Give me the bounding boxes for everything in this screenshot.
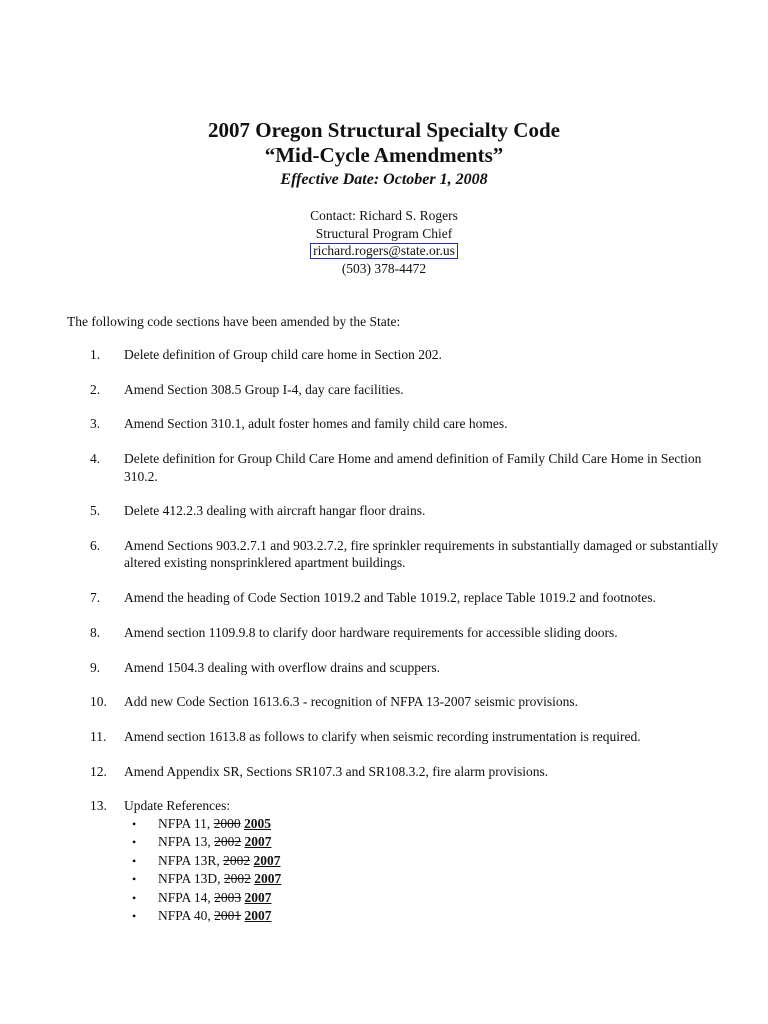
item-number: 10.	[90, 694, 107, 710]
reference-label: NFPA 11,	[158, 815, 211, 831]
list-item	[0, 346, 768, 364]
contact-position: Structural Program Chief	[315, 225, 453, 241]
reference-new-year: 2005	[244, 815, 272, 831]
reference-old-year: 2002	[223, 852, 251, 868]
reference-item	[132, 833, 768, 852]
bullet-icon: •	[132, 872, 137, 887]
list-item	[0, 693, 768, 711]
item-number: 9.	[90, 659, 101, 675]
item-number: 13.	[90, 798, 107, 814]
item-text: Amend 1504.3 dealing with overflow drains and scuppers.	[124, 659, 441, 675]
title-line-1: 2007 Oregon Structural Specialty Code	[208, 118, 560, 142]
bullet-icon: •	[132, 909, 137, 924]
reference-old-year: 2003	[214, 889, 242, 905]
contact-block	[0, 207, 768, 277]
intro-text: The following code sections have been amended by the State:	[67, 314, 401, 329]
reference-item	[132, 870, 768, 889]
reference-old-year: 2002	[214, 834, 242, 850]
item-number: 2.	[90, 381, 101, 397]
item-text: Amend Section 308.5 Group I-4, day care facilities.	[124, 381, 404, 397]
item-text: Delete definition of Group child care home in Section 202.	[124, 347, 442, 362]
bullet-icon: •	[132, 816, 137, 831]
item-text: Amend Section 310.1, adult foster homes and family child care homes.	[124, 416, 508, 432]
item-text: Update References:	[124, 798, 231, 814]
item-number: 11.	[90, 728, 107, 744]
list-item	[0, 797, 768, 926]
reference-old-year: 2000	[213, 815, 241, 831]
title-line-2: “Mid-Cycle Amendments”	[264, 143, 504, 167]
item-text: Delete 412.2.3 dealing with aircraft hangar floor drains.	[124, 503, 426, 519]
bullet-icon: •	[132, 890, 137, 905]
bullet-icon: •	[132, 835, 137, 850]
reference-new-year: 2007	[244, 834, 272, 850]
item-number: 1.	[90, 347, 101, 362]
item-number: 4.	[90, 451, 101, 467]
reference-list	[132, 815, 768, 926]
reference-item	[132, 907, 768, 926]
reference-new-year: 2007	[253, 852, 281, 868]
item-number: 12.	[90, 763, 107, 779]
reference-label: NFPA 40,	[158, 908, 211, 924]
effective-date: Effective Date: October 1, 2008	[280, 171, 488, 188]
contact-phone: (503) 378-4472	[341, 260, 427, 276]
list-item	[0, 450, 768, 485]
list-item	[0, 728, 768, 746]
item-text: Amend Appendix SR, Sections SR107.3 and SR108.3.2, fire alarm provisions.	[124, 763, 549, 779]
item-text: Amend Sections 903.2.7.1 and 903.2.7.2, fire sprinkler requirements in substantially damaged or substantially altered existing nonsprinklered apartment buildings.	[124, 537, 719, 571]
contact-name: Contact: Richard S. Rogers	[310, 208, 458, 223]
amendment-list	[0, 346, 768, 943]
document-header	[0, 118, 768, 277]
list-item	[0, 502, 768, 520]
item-text: Delete definition for Group Child Care Home and amend definition of Family Child Care Home in Section 310.2.	[124, 451, 702, 484]
list-item	[0, 381, 768, 399]
list-item	[0, 415, 768, 433]
reference-item	[132, 815, 768, 834]
reference-new-year: 2007	[244, 908, 272, 924]
list-item	[0, 763, 768, 781]
reference-item	[132, 852, 768, 871]
list-item	[0, 537, 768, 572]
reference-label: NFPA 13R,	[158, 852, 220, 868]
item-text: Amend the heading of Code Section 1019.2 and Table 1019.2, replace Table 1019.2 and footnotes.	[124, 590, 656, 606]
item-number: 8.	[90, 624, 101, 640]
reference-old-year: 2002	[223, 871, 251, 887]
item-number: 7.	[90, 590, 101, 606]
list-item	[0, 589, 768, 607]
item-text: Amend section 1613.8 as follows to clarify when seismic recording instrumentation is required.	[124, 728, 641, 744]
list-item	[0, 624, 768, 642]
item-number: 3.	[90, 416, 101, 432]
item-number: 5.	[90, 503, 101, 519]
reference-old-year: 2001	[214, 908, 242, 924]
bullet-icon: •	[132, 853, 137, 868]
contact-email-link[interactable]: richard.rogers@state.or.us	[310, 243, 458, 259]
reference-label: NFPA 13,	[158, 834, 211, 850]
reference-new-year: 2007	[254, 871, 282, 887]
item-number: 6.	[90, 537, 101, 553]
reference-label: NFPA 14,	[158, 889, 211, 905]
item-text: Add new Code Section 1613.6.3 - recognition of NFPA 13-2007 seismic provisions.	[124, 694, 578, 710]
reference-new-year: 2007	[244, 889, 272, 905]
reference-label: NFPA 13D,	[158, 871, 221, 887]
reference-item	[132, 889, 768, 908]
item-text: Amend section 1109.9.8 to clarify door hardware requirements for accessible sliding doors.	[124, 624, 618, 640]
list-item	[0, 659, 768, 677]
